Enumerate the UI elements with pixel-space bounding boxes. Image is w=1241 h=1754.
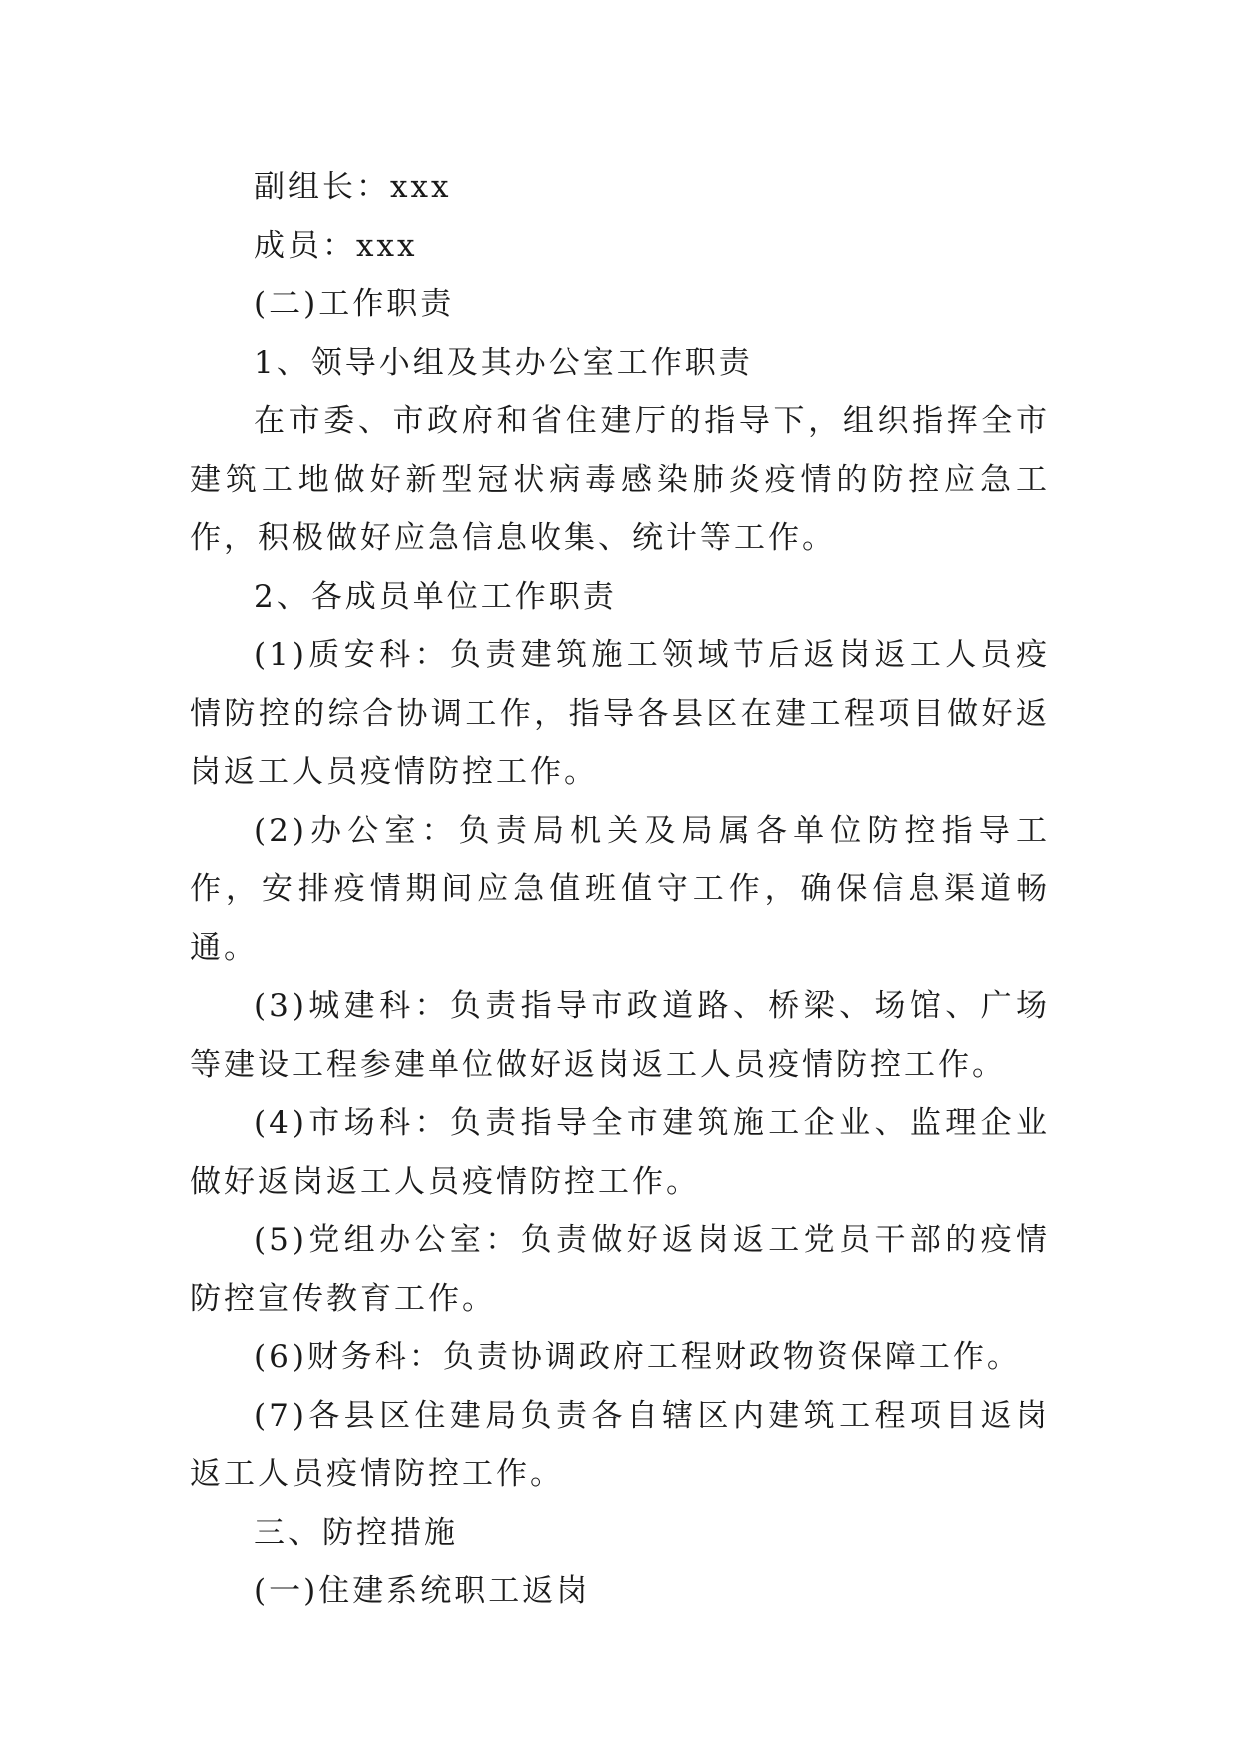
paragraph-party-office: (5)党组办公室：负责做好返岗返工党员干部的疫情防控宣传教育工作。 <box>190 1222 1050 1317</box>
subheading-staff-return: (一)住建系统职工返岗 <box>254 1573 591 1609</box>
paragraph-members: 成员：xxx <box>254 227 418 264</box>
paragraph-urban-construction-dept: (3)城建科：负责指导市政道路、桥梁、场馆、广场等建设工程参建单位做好返岗返工人员疫情防控工作。 <box>190 988 1050 1083</box>
paragraph-quality-safety-dept: (1)质安科：负责建筑施工领域节后返岗返工人员疫情防控的综合协调工作，指导各县区在建工程项目做好返岗返工人员疫情防控工作。 <box>190 637 1050 790</box>
paragraph-market-dept: (4)市场科：负责指导全市建筑施工企业、监理企业做好返岗返工人员疫情防控工作。 <box>190 1105 1050 1200</box>
section-heading-duties: (二)工作职责 <box>254 286 455 322</box>
paragraph-leading-group-duties: 在市委、市政府和省住建厅的指导下，组织指挥全市建筑工地做好新型冠状病毒感染肺炎疫情的防控应急工作，积极做好应急信息收集、统计等工作。 <box>190 403 1050 556</box>
paragraph-county-bureaus: (7)各县区住建局负责各自辖区内建筑工程项目返岗返工人员疫情防控工作。 <box>190 1397 1050 1492</box>
paragraph-deputy-leader: 副组长：xxx <box>254 169 452 205</box>
document-body <box>190 158 1050 1621</box>
paragraph-finance-dept: (6)财务科：负责协调政府工程财政物资保障工作。 <box>254 1339 1021 1375</box>
paragraph-general-office: (2)办公室：负责局机关及局属各单位防控指导工作，安排疫情期间应急值班值守工作，确保信息渠道畅通。 <box>190 812 1050 966</box>
section-heading-prevention-measures: 三、防控措施 <box>254 1514 458 1551</box>
subheading-leading-group-duties: 1、领导小组及其办公室工作职责 <box>254 344 753 381</box>
subheading-member-unit-duties: 2、各成员单位工作职责 <box>254 578 617 615</box>
